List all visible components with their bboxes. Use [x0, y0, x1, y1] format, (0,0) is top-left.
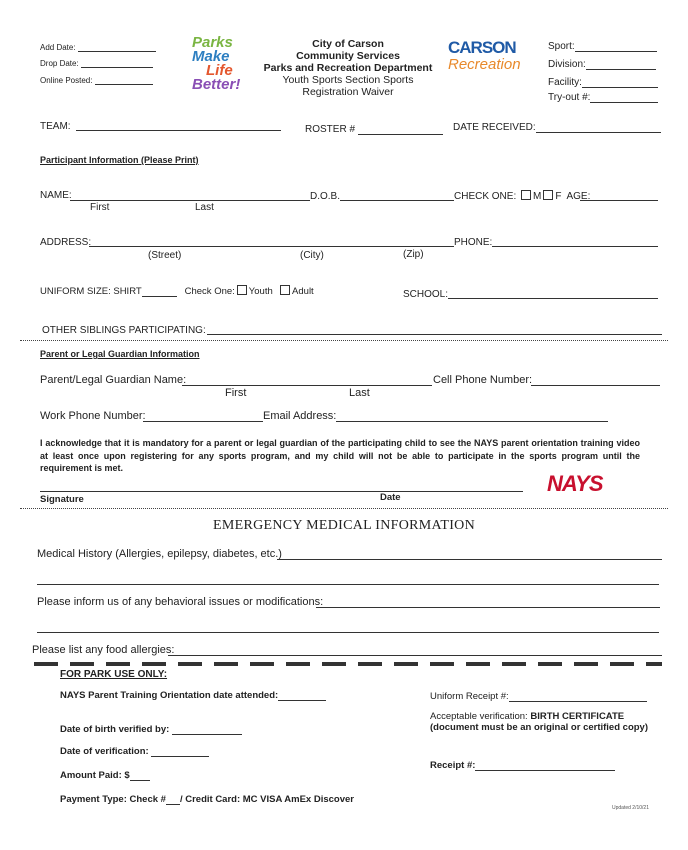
- nays-logo: NAYS: [547, 471, 603, 496]
- dob-label: D.O.B.: [310, 191, 341, 202]
- school-label: SCHOOL:: [403, 289, 449, 300]
- male-checkbox[interactable]: [521, 190, 531, 200]
- age-label: AGE:: [566, 191, 591, 202]
- header-community: Community Services: [296, 50, 400, 62]
- park-use-title: FOR PARK USE ONLY:: [60, 669, 168, 680]
- date-label: Date: [380, 492, 401, 503]
- behavioral-line[interactable]: [316, 607, 660, 608]
- section-divider: [20, 508, 668, 509]
- age-line[interactable]: [580, 200, 658, 201]
- team-label: TEAM:: [40, 121, 71, 132]
- division-field[interactable]: Division:: [548, 58, 656, 70]
- dob-verified-field[interactable]: Date of birth verified by:: [60, 723, 242, 735]
- address-label: ADDRESS:: [40, 237, 92, 248]
- cell-phone-label: Cell Phone Number:: [433, 374, 533, 386]
- siblings-line[interactable]: [207, 334, 662, 335]
- adult-checkbox[interactable]: [280, 285, 290, 295]
- uniform-receipt-field[interactable]: Uniform Receipt #:: [430, 690, 647, 702]
- work-phone-line[interactable]: [143, 421, 263, 422]
- acceptable-verification: Acceptable verification: BIRTH CERTIFICATE (document must be an original or certified copy): [430, 711, 648, 733]
- name-label: NAME:: [40, 190, 72, 201]
- uniform-size-row: UNIFORM SIZE: SHIRT Check One: Youth Adult: [40, 286, 314, 297]
- female-checkbox[interactable]: [543, 190, 553, 200]
- signature-line[interactable]: [40, 491, 523, 492]
- school-line[interactable]: [448, 298, 658, 299]
- guardian-section-title: Parent or Legal Guardian Information: [40, 349, 200, 359]
- youth-checkbox[interactable]: [237, 285, 247, 295]
- drop-date-label: Drop Date:: [40, 59, 79, 68]
- add-date-field[interactable]: [40, 40, 156, 52]
- form-header: [254, 38, 442, 98]
- medical-history-line[interactable]: [277, 559, 662, 560]
- verification-date-field[interactable]: Date of verification:: [60, 745, 209, 757]
- email-line[interactable]: [336, 421, 608, 422]
- guardian-first-hint: First: [225, 387, 247, 399]
- roster-field[interactable]: ROSTER #: [305, 123, 443, 135]
- name-line[interactable]: [70, 200, 310, 201]
- header-department: Parks and Recreation Department: [263, 62, 433, 74]
- email-label: Email Address:: [263, 410, 337, 422]
- section-divider: [20, 340, 668, 341]
- zip-hint: (Zip): [403, 249, 424, 260]
- sport-field[interactable]: Sport:: [548, 40, 657, 52]
- work-phone-label: Work Phone Number:: [40, 410, 146, 422]
- siblings-label: OTHER SIBLINGS PARTICIPATING:: [42, 325, 206, 336]
- last-name-hint: Last: [195, 202, 214, 213]
- first-name-hint: First: [90, 202, 110, 213]
- online-posted-label: Online Posted:: [40, 76, 93, 85]
- cell-phone-line[interactable]: [531, 385, 660, 386]
- facility-field[interactable]: Facility:: [548, 76, 658, 88]
- parks-make-life-better-logo: Parks Make Life Better!: [192, 34, 241, 93]
- nays-acknowledgement: I acknowledge that it is mandatory for a parent or legal guardian of the participating child to see the NAYS parent orientation training video at least once upon registering for any sports program, and my child will not be able to participate in the sports program until the requirement is met.: [40, 438, 640, 473]
- gender-check: CHECK ONE: M F AGE:: [454, 191, 591, 202]
- carson-recreation-logo: CARSON Recreation: [448, 38, 521, 73]
- payment-type-field[interactable]: Payment Type: Check # / Credit Card: MC VISA AmEx Discover: [60, 794, 354, 805]
- guardian-name-label: Parent/Legal Guardian Name:: [40, 374, 187, 386]
- dob-line[interactable]: [340, 200, 454, 201]
- behavioral-label: Please inform us of any behavioral issues or modifications:: [37, 596, 324, 608]
- updated-date: Updated 2/10/21: [612, 805, 649, 811]
- phone-line[interactable]: [492, 246, 658, 247]
- medical-history-line-2[interactable]: [37, 584, 659, 585]
- guardian-name-line[interactable]: [182, 385, 432, 386]
- shirt-size-line[interactable]: [142, 285, 177, 297]
- amount-paid-field[interactable]: Amount Paid: $: [60, 769, 150, 781]
- address-line[interactable]: [89, 246, 454, 247]
- street-hint: (Street): [148, 250, 182, 261]
- medical-history-label: Medical History (Allergies, epilepsy, diabetes, etc.): [37, 548, 282, 560]
- food-allergies-line[interactable]: [168, 655, 662, 656]
- add-date-label: Add Date:: [40, 43, 76, 52]
- city-hint: (City): [300, 250, 324, 261]
- signature-label: Signature: [40, 494, 84, 505]
- phone-label: PHONE:: [454, 237, 493, 248]
- emergency-title: EMERGENCY MEDICAL INFORMATION: [213, 518, 475, 533]
- food-allergies-label: Please list any food allergies:: [32, 644, 175, 656]
- guardian-last-hint: Last: [349, 387, 370, 399]
- online-posted-field[interactable]: [40, 73, 153, 85]
- participant-section-title: Participant Information (Please Print): [40, 155, 199, 165]
- header-waiver: Registration Waiver: [302, 86, 394, 98]
- date-received-field[interactable]: DATE RECEIVED:: [453, 121, 661, 133]
- tryout-field[interactable]: Try-out #:: [548, 91, 658, 103]
- drop-date-field[interactable]: [40, 56, 153, 68]
- receipt-field[interactable]: Receipt #:: [430, 759, 615, 771]
- header-section: Youth Sports Section Sports: [282, 74, 414, 86]
- header-city: City of Carson: [312, 38, 384, 50]
- nays-date-field[interactable]: NAYS Parent Training Orientation date attended:: [60, 689, 326, 701]
- park-use-divider: [34, 662, 662, 666]
- team-line[interactable]: [76, 130, 281, 131]
- behavioral-line-2[interactable]: [37, 632, 659, 633]
